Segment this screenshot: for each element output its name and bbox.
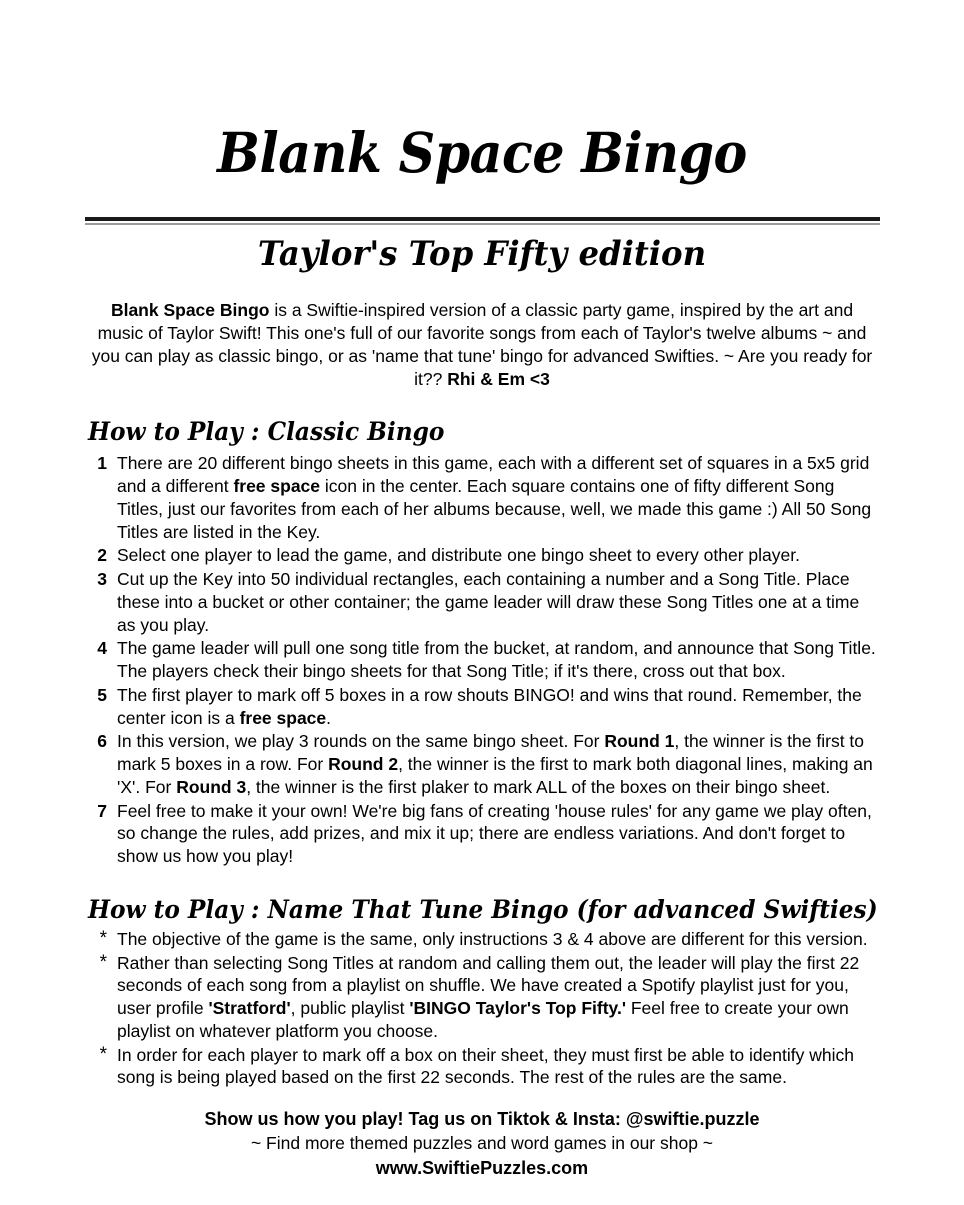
footer-website: www.SwiftiePuzzles.com: [375, 1158, 589, 1179]
body-text: .: [326, 707, 332, 728]
body-text: In order for each player to mark off a box on their sheet, they must first be able to identify which song is being played based on the first 22 seconds. The rest of the rules are the same.: [117, 1044, 854, 1088]
list-item-marker: *: [99, 927, 107, 949]
list-item: [82, 684, 882, 730]
body-text: The first player to mark off 5 boxes in a row shouts BINGO! and wins that round. Remember, the center icon is a: [117, 684, 862, 728]
list-item-marker: *: [99, 1043, 107, 1065]
list-item-text: [117, 637, 882, 683]
intro-body-text: is a Swiftie-inspired version of a classic party game, inspired by the art and music of Taylor Swift! This one's full of our favorite songs from each of Taylor's twelve albums ~ and you can play as classic bingo, or as 'name that tune' bingo for advanced Swifties. ~ Are you ready for it??: [91, 299, 873, 390]
list-item-marker: 3: [97, 569, 107, 590]
list-item: [82, 928, 882, 951]
body-text: Cut up the Key into 50 individual rectangles, each containing a number and a Song Title. Place these into a bucket or other container; the game leader will draw these Song Titles one at a time as you play.: [117, 569, 860, 635]
emphasis-text: 'Stratford': [208, 998, 291, 1019]
footer-tagline: Show us how you play! Tag us on Tiktok & Insta: @swiftie.puzzle: [204, 1109, 760, 1130]
list-item: [82, 452, 882, 543]
body-text: There are 20 different bingo sheets in this game, each with a different set of squares in a 5x5 grid and a different: [117, 453, 870, 497]
list-item-text: [117, 928, 882, 951]
list-item-text: [117, 952, 882, 1043]
footer-shop-note: ~ Find more themed puzzles and word games in our shop ~: [250, 1133, 714, 1154]
body-text: Select one player to lead the game, and distribute one bingo sheet to every other player.: [117, 545, 800, 566]
body-text: The game leader will pull one song title from the bucket, at random, and announce that Song Title. The players check their bingo sheets for that Song Title; if it's there, cross out that box.: [117, 638, 876, 682]
document-page: [0, 37, 964, 1205]
divider-thin-line: [85, 223, 880, 225]
list-item-marker: 2: [97, 545, 107, 566]
section-heading-classic-bingo: How to Play : Classic Bingo: [88, 417, 445, 447]
list-item: [82, 637, 882, 683]
emphasis-text: Round 1: [604, 731, 675, 752]
body-text: , the winner is the first to mark 5 boxes in a row. For: [117, 731, 865, 775]
list-item-marker: 4: [97, 638, 107, 659]
body-text: Feel free to make it your own! We're big fans of creating 'house rules' for any game we play often, so change the rules, add prizes, and mix it up; there are endless variations. And don't forget to show us how you play!: [117, 800, 872, 867]
list-item-marker: 7: [97, 800, 107, 821]
body-text: The objective of the game is the same, only instructions 3 & 4 above are different for this version.: [117, 928, 868, 949]
list-item-marker: 5: [97, 684, 107, 705]
intro-paragraph: [87, 299, 877, 391]
body-text: Rather than selecting Song Titles at random and calling them out, the leader will play the first 22 seconds of each song from a playlist on shuffle. We have created a Spotify playlist just for you, user profile: [117, 952, 860, 1019]
title-divider: [85, 217, 880, 225]
list-item: [82, 730, 882, 798]
list-item-text: [117, 730, 882, 798]
emphasis-text: Round 2: [328, 754, 399, 775]
list-item: [82, 1044, 882, 1090]
list-item-text: [117, 1044, 882, 1090]
list-item: [82, 952, 882, 1043]
body-text: Feel free to create your own playlist on whatever platform you choose.: [117, 998, 849, 1041]
page-subtitle: Taylor's Top Fifty edition: [257, 233, 707, 274]
emphasis-text: free space: [233, 476, 321, 497]
emphasis-text: 'BINGO Taylor's Top Fifty.': [409, 998, 626, 1019]
body-text: , the winner is the first plaker to mark ALL of the boxes on their bingo sheet.: [246, 776, 831, 797]
emphasis-text: free space: [239, 707, 327, 728]
page-title: Blank Space Bingo: [217, 119, 747, 185]
emphasis-text: Round 3: [176, 776, 247, 797]
section-heading-name-that-tune: How to Play : Name That Tune Bingo (for advanced Swifties): [88, 894, 878, 924]
list-item-text: [117, 568, 882, 636]
list-item: [82, 800, 882, 868]
body-text: icon in the center. Each square contains one of fifty different Song Titles, just our favorites from each of her albums because, well, we made this game :) All 50 Song Titles are listed in the Key.: [117, 476, 872, 542]
body-text: , public playlist: [290, 998, 410, 1019]
intro-bold-lead: Blank Space Bingo: [110, 299, 270, 320]
list-item: [82, 568, 882, 636]
list-item-text: [117, 800, 882, 868]
classic-bingo-instruction-list: [82, 452, 882, 868]
body-text: In this version, we play 3 rounds on the same bingo sheet. For: [117, 731, 605, 752]
list-item-marker: *: [99, 951, 107, 973]
list-item-text: [117, 452, 882, 543]
list-item-text: [117, 544, 882, 567]
list-item-marker: 1: [97, 453, 107, 474]
footer: [0, 1107, 964, 1180]
name-that-tune-instruction-list: [82, 928, 882, 1089]
list-item-text: [117, 684, 882, 730]
list-item: [82, 544, 882, 567]
body-text: , the winner is the first to mark both diagonal lines, making an 'X'. For: [117, 754, 873, 797]
intro-bold-tail: Rhi & Em <3: [447, 369, 550, 390]
list-item-marker: 6: [97, 731, 107, 752]
